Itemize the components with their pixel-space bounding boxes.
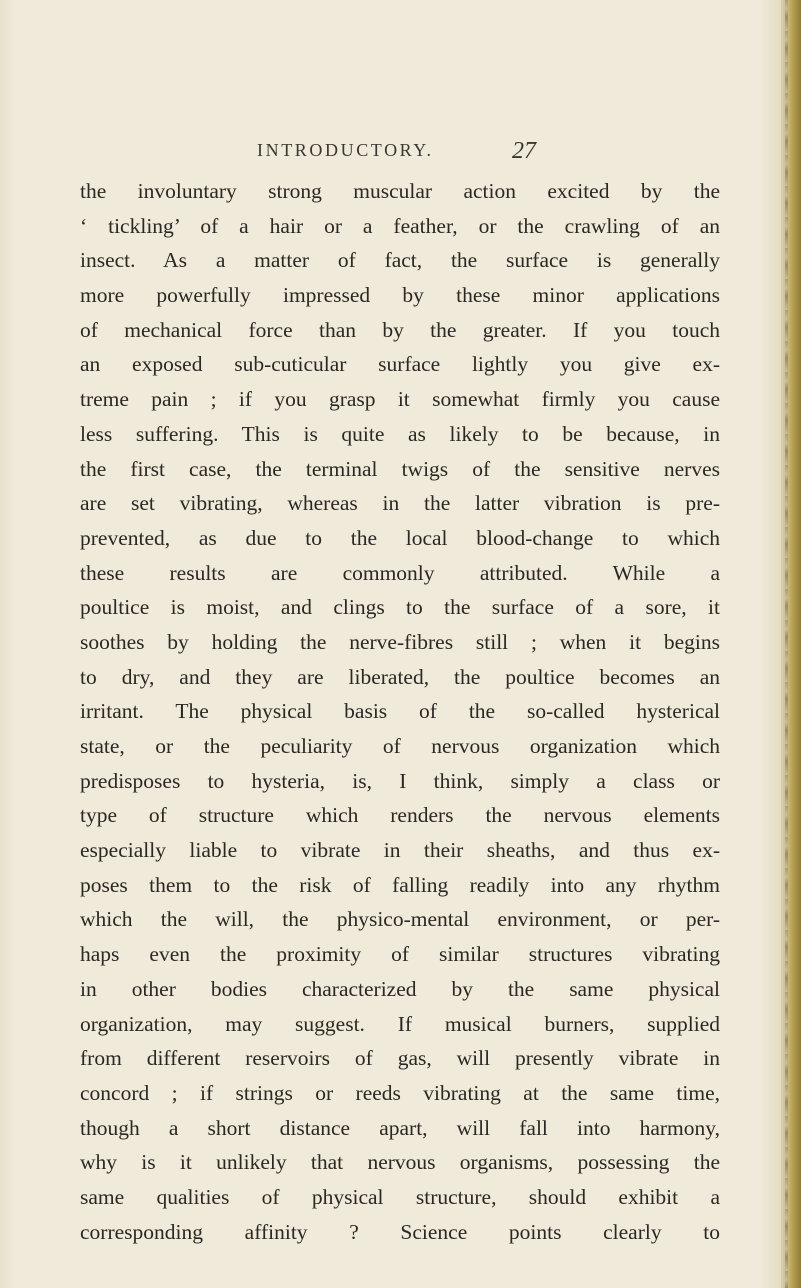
text-line: soothes by holding the nerve-fibres still ; when it begins xyxy=(80,629,720,654)
text-line: which the will, the physico-mental environment, or per- xyxy=(80,907,720,932)
text-line: predisposes to hysteria, is, I think, simply a class or xyxy=(80,768,720,793)
text-line: treme pain ; if you grasp it somewhat firmly you cause xyxy=(80,387,720,412)
text-line: from different reservoirs of gas, will presently vibrate in xyxy=(80,1046,720,1071)
text-line: to dry, and they are liberated, the poultice becomes an xyxy=(80,664,720,689)
text-line: why is it unlikely that nervous organisms, possessing the xyxy=(80,1150,720,1175)
text-line: the involuntary strong muscular action excited by the xyxy=(80,179,720,203)
text-line: type of structure which renders the nervous elements xyxy=(80,803,720,828)
text-line: concord ; if strings or reeds vibrating at the same time, xyxy=(80,1080,720,1105)
text-line: haps even the proximity of similar structures vibrating xyxy=(80,942,720,967)
page-edge-binding xyxy=(781,0,801,1288)
text-line: poses them to the risk of falling readily into any rhythm xyxy=(80,872,720,897)
running-head xyxy=(0,140,801,170)
text-line: are set vibrating, whereas in the latter vibration is pre- xyxy=(80,491,720,516)
text-line: prevented, as due to the local blood-change to which xyxy=(80,525,720,550)
text-line: same qualities of physical structure, should exhibit a xyxy=(80,1184,720,1209)
text-line: the first case, the terminal twigs of the sensitive nerves xyxy=(80,456,720,481)
text-line: these results are commonly attributed. While a xyxy=(80,560,720,585)
text-line: of mechanical force than by the greater. If you touch xyxy=(80,317,720,342)
text-line: especially liable to vibrate in their sheaths, and thus ex- xyxy=(80,838,720,863)
body-text xyxy=(80,174,720,1249)
text-line: corresponding affinity ? Science points clearly to xyxy=(80,1219,720,1244)
text-line: insect. As a matter of fact, the surface is generally xyxy=(80,248,720,273)
page-number: 27 xyxy=(512,138,536,164)
text-line: state, or the peculiarity of nervous organization which xyxy=(80,734,720,758)
text-line: in other bodies characterized by the same physical xyxy=(80,976,720,1001)
text-line: irritant. The physical basis of the so-called hysterical xyxy=(80,699,720,724)
text-line: more powerfully impressed by these minor applications xyxy=(80,283,720,308)
text-line: ‘ tickling’ of a hair or a feather, or the crawling of an xyxy=(80,213,720,238)
text-line: an exposed sub-cuticular surface lightly you give ex- xyxy=(80,352,720,377)
text-line: less suffering. This is quite as likely to be because, in xyxy=(80,421,720,446)
text-line: though a short distance apart, will fall into harmony, xyxy=(80,1115,720,1140)
running-head-title: INTRODUCTORY. xyxy=(257,140,434,160)
text-line: organization, may suggest. If musical burners, supplied xyxy=(80,1011,720,1036)
text-line: poultice is moist, and clings to the surface of a sore, it xyxy=(80,595,720,620)
